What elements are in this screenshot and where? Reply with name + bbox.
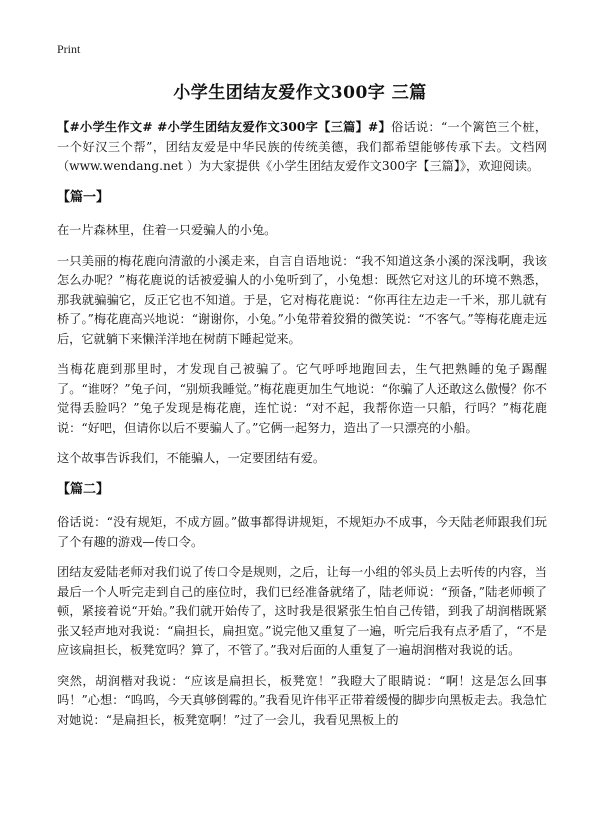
print-link[interactable]: Print [57,42,81,56]
paragraph: 当梅花鹿到那里时，才发现自己被骗了。它气呼呼地跑回去，生气把熟睡的兔子踢醒了。“谁呀？”兔子问，“别烦我睡觉。”梅花鹿更加生气地说：“你骗了人还敢这么傲慢？你不觉得丢脸吗？”兔子发现是梅花鹿，连忙说：“对不起，我帮你造一只船，行吗？”梅花鹿说：“好吧，但请你以后不要骗人了。”它俩一起努力，造出了一只漂亮的小船。 [57,362,547,435]
article-body [57,118,547,741]
paragraph: 在一片森林里，住着一只爱骗人的小兔。 [57,223,277,237]
intro-text: 俗话说：“一个篱笆三个桩，一个好汉三个帮”，团结友爱是中华民族的传统美德，我们都希望能够传承下去。文档网（www.wendang.net ）为大家提供《小学生团结友爱作文300字【三篇】》，欢迎阅读。 [57,120,548,173]
section-heading-1: 【篇一】 [57,189,110,205]
paragraph: 这个故事告诉我们，不能骗人，一定要团结有爱。 [57,451,326,465]
intro-paragraph [57,118,547,177]
section-heading-2: 【篇二】 [57,481,110,497]
paragraph: 一只美丽的梅花鹿向清澈的小溪走来，自言自语地说：“我不知道这条小溪的深浅啊，我该怎么办呢？”梅花鹿说的话被爱骗人的小兔听到了，小兔想：既然它对这儿的环境不熟悉，那我就骗骗它，反正它也不知道。于是，它对梅花鹿说：“你再往左边走一千米，那儿就有桥了。”梅花鹿高兴地说：“谢谢你，小兔。”小兔带着狡猾的微笑说：“不客气。”等梅花鹿走远后，它就躺下来懒洋洋地在树荫下睡起觉来。 [57,253,547,346]
intro-tag: 【#小学生作文# #小学生团结友爱作文300字【三篇】#】 [57,120,392,134]
paragraph: 突然，胡润楷对我说：“应该是扁担长，板凳宽！”我瞪大了眼睛说：“啊！这是怎么回事吗！”心想：“呜呜，今天真够倒霉的。”我看见许伟平正带着缓慢的脚步向黑板走去。我急忙对她说：“是扁担长，板凳宽啊！”过了一会儿，我看见黑板上的 [57,673,547,727]
page-title: 小学生团结友爱作文300字 三篇 [173,83,427,103]
paragraph: 俗话说：“没有规矩，不成方圆。”做事都得讲规矩，不规矩办不成事，今天陆老师跟我们玩了个有趣的游戏—传口令。 [57,515,547,549]
paragraph: 团结友爱陆老师对我们说了传口令是规则，之后，让每一小组的邻头员上去听传的内容，当最后一个人听完走到自己的座位时，我们已经准备就绪了，陆老师说：“预备，”陆老师顿了顿，紧接着说“开始。”我们就开始传了，这时我是很紧张生怕自己传错，到我了胡润楷既紧张又轻声地对我说：“扁担长，扁担宽。”说完他又重复了一遍，听完后我有点矛盾了，“不是应该扁担长，板凳宽吗？算了，不管了。”我对后面的人重复了一遍胡润楷对我说的话。 [57,565,547,657]
